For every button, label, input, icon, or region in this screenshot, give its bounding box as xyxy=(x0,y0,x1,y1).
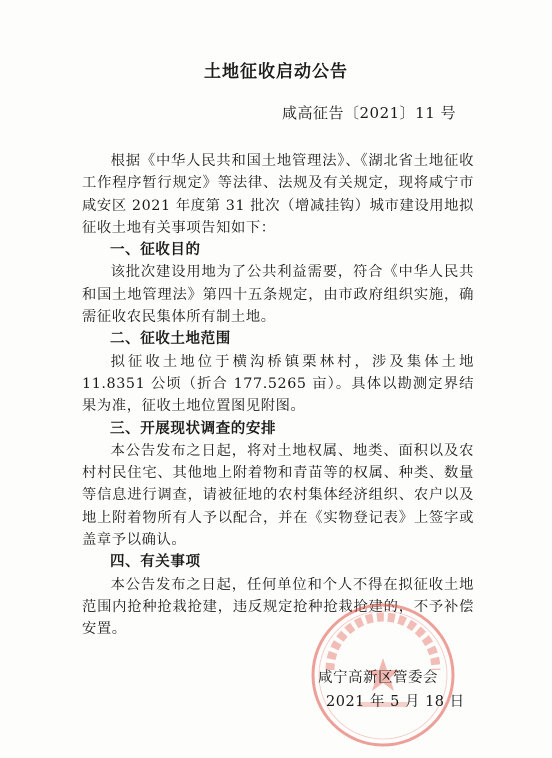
intro-paragraph: 根据《中华人民共和国土地管理法》、《湖北省土地征收工作程序暂行规定》等法律、法规及有关规定，现将咸宁市咸安区 2021 年度第 31 批次（增减挂钩）城市建设用地拟征收土地有关事项告知如下： xyxy=(82,153,474,236)
section-heading-survey: 三、开展现状调查的安排 xyxy=(110,420,277,437)
document-title: 土地征收启动公告 xyxy=(204,62,348,82)
section-heading-purpose: 一、征收目的 xyxy=(110,242,201,259)
document-body xyxy=(82,150,474,641)
document-number: 咸高征告〔2021〕11 号 xyxy=(282,104,457,122)
section-text-matters: 本公告发布之日起，任何单位和个人不得在拟征收土地范围内抢种抢栽抢建，违反规定抢种抢栽抢建的，不予补偿安置。 xyxy=(82,576,474,638)
signature-organization: 咸宁高新区管委会 xyxy=(318,670,438,686)
section-heading-matters: 四、有关事项 xyxy=(110,554,201,571)
signature-date: 2021 年 5 月 18 日 xyxy=(326,694,465,710)
section-heading-scope: 二、征收土地范围 xyxy=(110,331,231,348)
section-text-purpose: 该批次建设用地为了公共利益需要，符合《中华人民共和国土地管理法》第四十五条规定，由市政府组织实施，确需征收农民集体所有制土地。 xyxy=(82,264,474,326)
section-text-survey: 本公告发布之日起，将对土地权属、地类、面积以及农村村民住宅、其他地上附着物和青苗等的权属、种类、数量等信息进行调查，请被征地的农村集体经济组织、农户以及地上附着物所有人予以配合，并在《实物登记表》上签字或盖章予以确认。 xyxy=(82,442,474,549)
section-text-scope: 拟征收土地位于横沟桥镇栗林村，涉及集体土地 11.8351 公顷（折合 177.5265 亩）。具体以勘测定界结果为准，征收土地位置图见附图。 xyxy=(82,353,474,415)
